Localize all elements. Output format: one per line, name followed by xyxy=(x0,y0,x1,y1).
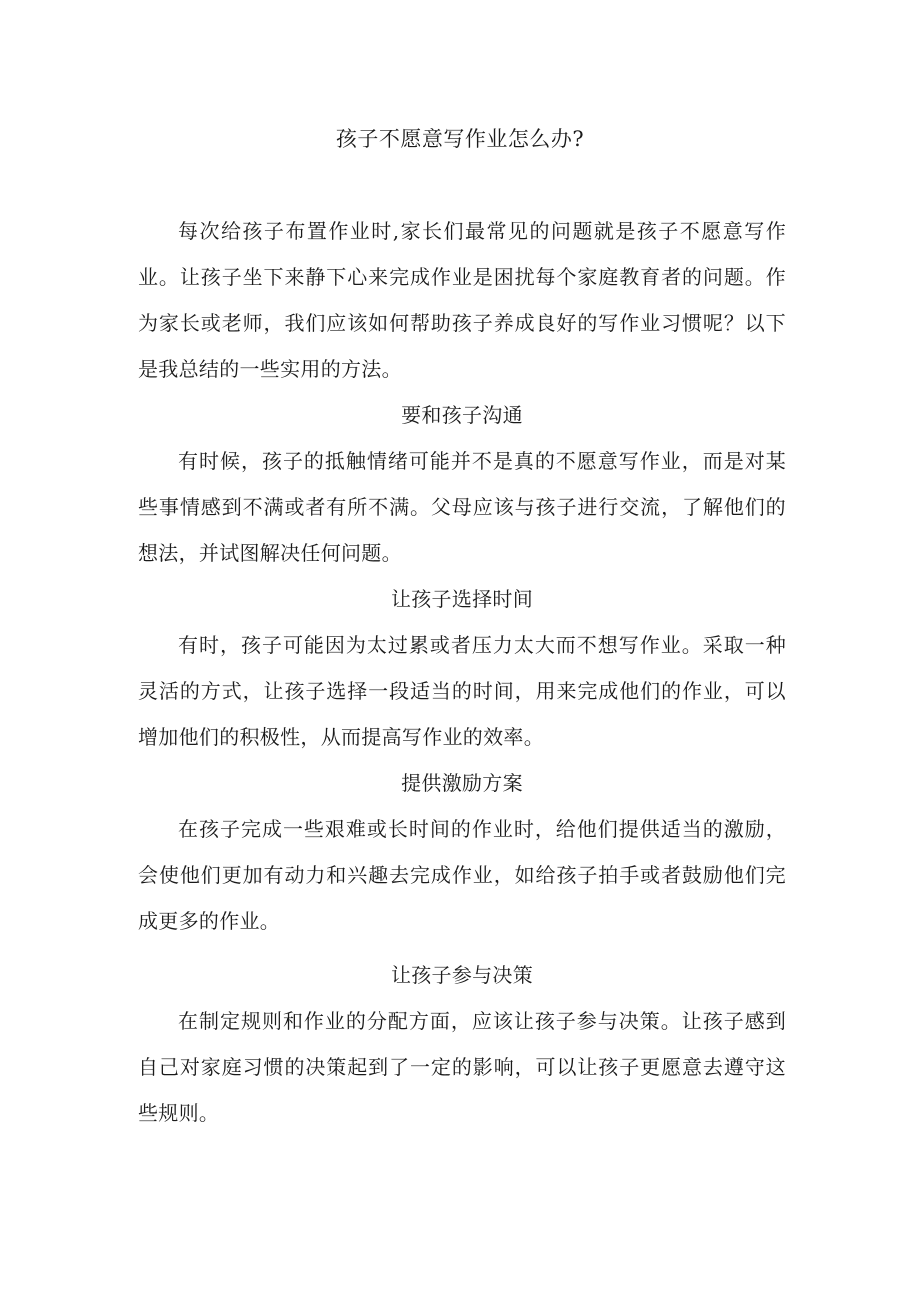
section-body-incentive: 在孩子完成一些艰难或长时间的作业时，给他们提供适当的激励，会使他们更加有动力和兴趣去完成作业，如给孩子拍手或者鼓励他们完成更多的作业。 xyxy=(138,817,786,933)
section-heading-communicate: 要和孩子沟通 xyxy=(401,403,523,427)
section-body-communicate: 有时候，孩子的抵触情绪可能并不是真的不愿意写作业，而是对某些事情感到不满或者有所不满。父母应该与孩子进行交流，了解他们的想法，并试图解决任何问题。 xyxy=(138,449,786,565)
section-body-decision: 在制定规则和作业的分配方面，应该让孩子参与决策。让孩子感到自己对家庭习惯的决策起到了一定的影响，可以让孩子更愿意去遵守这些规则。 xyxy=(138,1009,786,1125)
document-body xyxy=(138,208,786,1136)
intro-paragraph: 每次给孩子布置作业时,家长们最常见的问题就是孩子不愿意写作业。让孩子坐下来静下心来完成作业是困扰每个家庭教育者的问题。作为家长或老师，我们应该如何帮助孩子养成良好的写作业习惯呢？以下是我总结的一些实用的方法。 xyxy=(138,219,786,381)
document-title: 孩子不愿意写作业怎么办? xyxy=(335,127,585,151)
section-body-choose-time: 有时，孩子可能因为太过累或者压力太大而不想写作业。采取一种灵活的方式，让孩子选择一段适当的时间，用来完成他们的作业，可以增加他们的积极性，从而提高写作业的效率。 xyxy=(138,633,786,749)
section-heading-choose-time: 让孩子选择时间 xyxy=(390,587,534,611)
section-heading-decision: 让孩子参与决策 xyxy=(390,963,534,987)
section-heading-incentive: 提供激励方案 xyxy=(401,771,523,795)
